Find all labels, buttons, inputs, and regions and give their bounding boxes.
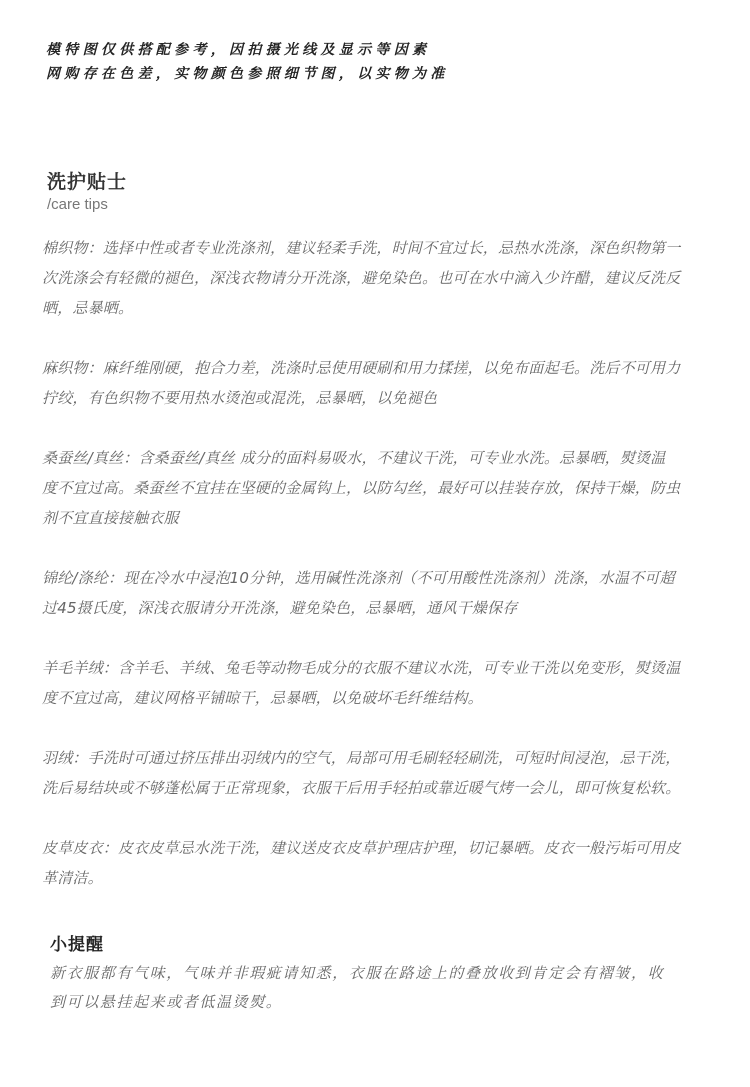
care-item-line: 皮草皮衣：皮衣皮草忌水洗干洗，建议送皮衣皮草护理店护理，切记暴晒。皮衣一般污垢可用皮 <box>42 839 681 857</box>
care-tips-title: 洗护贴士 <box>47 171 128 193</box>
reminder-title: 小提醒 <box>50 935 104 955</box>
care-item-wool-cashmere <box>42 653 707 713</box>
reminder-line: 到可以悬挂起来或者低温烫熨。 <box>50 993 283 1011</box>
disclaimer-line-2: 网购存在色差，实物颜色参照细节图，以实物为准 <box>46 66 449 82</box>
care-item-cotton <box>42 233 707 323</box>
care-item-down <box>42 743 707 803</box>
care-item-line: 棉织物：选择中性或者专业洗涤剂，建议轻柔手洗，时间不宜过长，忌热水洗涤，深色织物第一 <box>42 239 681 257</box>
care-item-nylon-polyester <box>42 563 707 623</box>
care-item-line: 锦纶/涤纶：现在冷水中浸泡10分钟，选用碱性洗涤剂（不可用酸性洗涤剂）洗涤，水温不可超 <box>42 569 675 587</box>
care-item-line: 次洗涤会有轻微的褪色，深浅衣物请分开洗涤，避免染色。也可在水中滴入少许醋，建议反洗反 <box>42 269 681 287</box>
care-item-leather-fur <box>42 833 707 893</box>
care-item-line: 革清洁。 <box>42 869 103 887</box>
care-item-line: 拧绞，有色织物不要用热水烫泡或混洗，忌暴晒，以免褪色 <box>42 389 438 407</box>
care-item-line: 度不宜过高，建议网格平铺晾干，忌暴晒，以免破坏毛纤维结构。 <box>42 689 483 707</box>
disclaimer-line-1: 模特图仅供搭配参考，因拍摄光线及显示等因素 <box>46 42 431 58</box>
care-item-line: 晒，忌暴晒。 <box>42 299 134 317</box>
care-item-line: 过45摄氏度，深浅衣服请分开洗涤，避免染色，忌暴晒，通风干燥保存 <box>42 599 518 617</box>
care-item-silk <box>42 443 707 533</box>
care-item-line: 剂不宜直接接触衣服 <box>42 509 179 527</box>
care-item-line: 羽绒：手洗时可通过挤压排出羽绒内的空气，局部可用毛刷轻轻刷洗，可短时间浸泡，忌干洗， <box>42 749 681 767</box>
disclaimer-note <box>46 38 706 86</box>
care-item-line: 洗后易结块或不够蓬松属于正常现象，衣服干后用手轻拍或靠近暖气烤一会儿，即可恢复松软。 <box>42 779 681 797</box>
care-item-line: 羊毛羊绒：含羊毛、羊绒、兔毛等动物毛成分的衣服不建议水洗，可专业干洗以免变形，熨烫温 <box>42 659 681 677</box>
reminder-line: 新衣服都有气味，气味并非瑕疵请知悉，衣服在路途上的叠放收到肯定会有褶皱，收 <box>50 964 665 982</box>
reminder-body <box>50 959 710 1017</box>
care-item-line: 麻织物：麻纤维刚硬，抱合力差，洗涤时忌使用硬刷和用力揉搓，以免布面起毛。洗后不可用力 <box>42 359 681 377</box>
care-item-linen <box>42 353 707 413</box>
care-tips-subtitle: /care tips <box>47 196 108 213</box>
care-item-line: 桑蚕丝/真丝：含桑蚕丝/真丝 成分的面料易吸水，不建议干洗，可专业水洗。忌暴晒，熨烫温 <box>42 449 666 467</box>
care-item-line: 度不宜过高。桑蚕丝不宜挂在坚硬的金属钩上，以防勾丝，最好可以挂装存放，保持干燥，防虫 <box>42 479 681 497</box>
